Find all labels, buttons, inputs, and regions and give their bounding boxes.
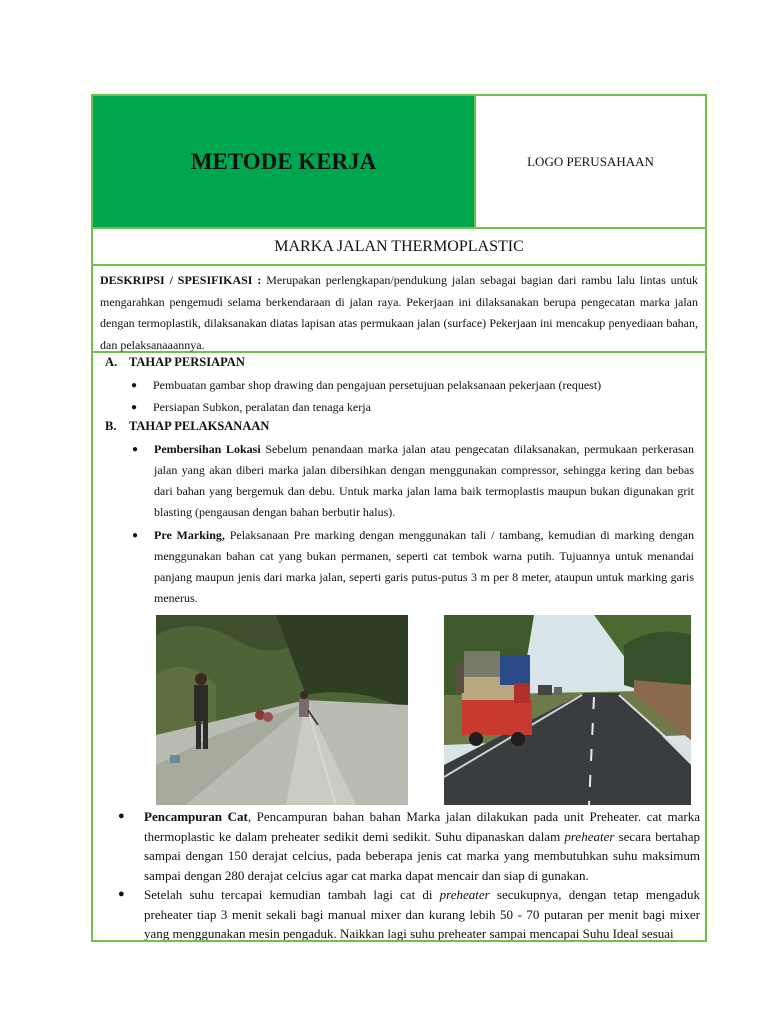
description-text: Merupakan perlengkapan/pendukung jalan sebagai bagian dari rambu lalu lintas untuk mengarahkan pengemudi selama berkendaraan di jalan raya. Pekerjaan ini dilaksanakan berupa pengecatan marka jalan dengan termoplastik, dilaksanakan diatas lapisan atas permukaan jalan (surface) Pekerjaan ini mencakup penyediaan bahan, dan pelaksanaaannya. xyxy=(100,273,699,352)
section-b-heading xyxy=(105,419,269,434)
marking-truck-photo xyxy=(444,615,691,805)
bullet-icon: ● xyxy=(131,380,138,391)
title-cell xyxy=(93,96,476,227)
header xyxy=(93,96,705,227)
description-block xyxy=(93,266,705,353)
bullet-icon: ● xyxy=(131,402,138,413)
section-a-letter: A. xyxy=(105,355,118,369)
company-logo-placeholder: LOGO PERUSAHAAN xyxy=(527,153,654,169)
list-item-text: , Pencampuran bahan bahan Marka jalan dilakukan pada unit Preheater. cat marka thermoplastic ke dalam preheater sedikit demi sedikit. Suhu dipanaskan dalam xyxy=(144,809,701,844)
section-a-heading xyxy=(105,355,245,370)
document-subtitle: MARKA JALAN THERMOPLASTIC xyxy=(93,227,705,266)
list-item-text: secara bertahap sampai dengan 150 derajat celcius, pada beberapa jenis cat marka yang membutuhkan suhu maksimum sampai dengan 280 derajat celcius agar cat marka dapat mencair dan siap di gunakan. xyxy=(144,828,700,883)
road-cleaning-photo xyxy=(156,615,408,805)
marking-truck-illustration xyxy=(444,615,691,805)
list-item-text: Pembuatan gambar shop drawing dan pengajuan persetujuan pelaksanaan pekerjaan (request) xyxy=(153,378,602,392)
list-item xyxy=(131,397,693,418)
list-item-text: Sebelum penandaan marka jalan atau pengecatan dilaksanakan, permukaan perkerasan jalan yang akan diberi marka jalan dibersihkan dengan menggunakan compressor, sehingga kering dan bebas dari bahan yang bergemuk dan debu. Untuk marka jalan lama baik termoplastis maupun bukan digunakan grit blasting (pengausan dengan bahan berbutir halus). xyxy=(154,442,694,519)
list-item xyxy=(118,807,701,885)
page-title: METODE KERJA xyxy=(190,148,377,174)
list-item xyxy=(132,525,694,609)
section-b-letter: B. xyxy=(105,419,117,433)
list-item xyxy=(118,885,700,942)
section-b-title: TAHAP PELAKSANAAN xyxy=(129,419,270,433)
list-item-text: Persiapan Subkon, peralatan dan tenaga kerja xyxy=(153,400,371,414)
section-a-title: TAHAP PERSIAPAN xyxy=(129,355,245,369)
bullet-icon: ● xyxy=(118,888,125,900)
list-item-text: secukupnya, dengan tetap mengaduk preheater tiap 3 menit sekali bagi manual mixer dan kurang lebih 50 - 70 putaran per menit bagi mixer yang menggunakan mesin pengaduk. Naikkan lagi suhu preheater sampai mencapai Suhu Ideal sesuai xyxy=(144,887,700,941)
item-term: Pembersihan Lokasi xyxy=(154,442,261,456)
item-emphasis: preheater xyxy=(564,828,615,844)
list-item xyxy=(131,375,693,396)
list-item xyxy=(132,439,694,523)
bullet-icon: ● xyxy=(132,444,139,455)
item-emphasis: preheater xyxy=(439,887,490,902)
bullet-icon: ● xyxy=(132,530,139,541)
road-cleaning-illustration xyxy=(156,615,408,805)
item-term: Pencampuran Cat xyxy=(144,809,248,824)
document-frame xyxy=(91,94,707,942)
item-term: Pre Marking, xyxy=(154,528,225,542)
list-item-text: Setelah suhu tercapai kemudian tambah lagi cat di xyxy=(144,887,440,902)
list-item-text: Pelaksanaan Pre marking dengan menggunakan tali / tambang, kemudian di marking dengan menggunakan bahan cat yang bukan permanen, seperti cat tembok warna putih. Tujuannya untuk menandai panjang maupun jenis dari marka jalan, seperti garis putus-putus 3 m per 8 meter, ataupun untuk marking garis menerus. xyxy=(154,528,694,605)
bullet-icon: ● xyxy=(118,810,125,822)
description-label: DESKRIPSI / SPESIFIKASI : xyxy=(100,273,262,287)
